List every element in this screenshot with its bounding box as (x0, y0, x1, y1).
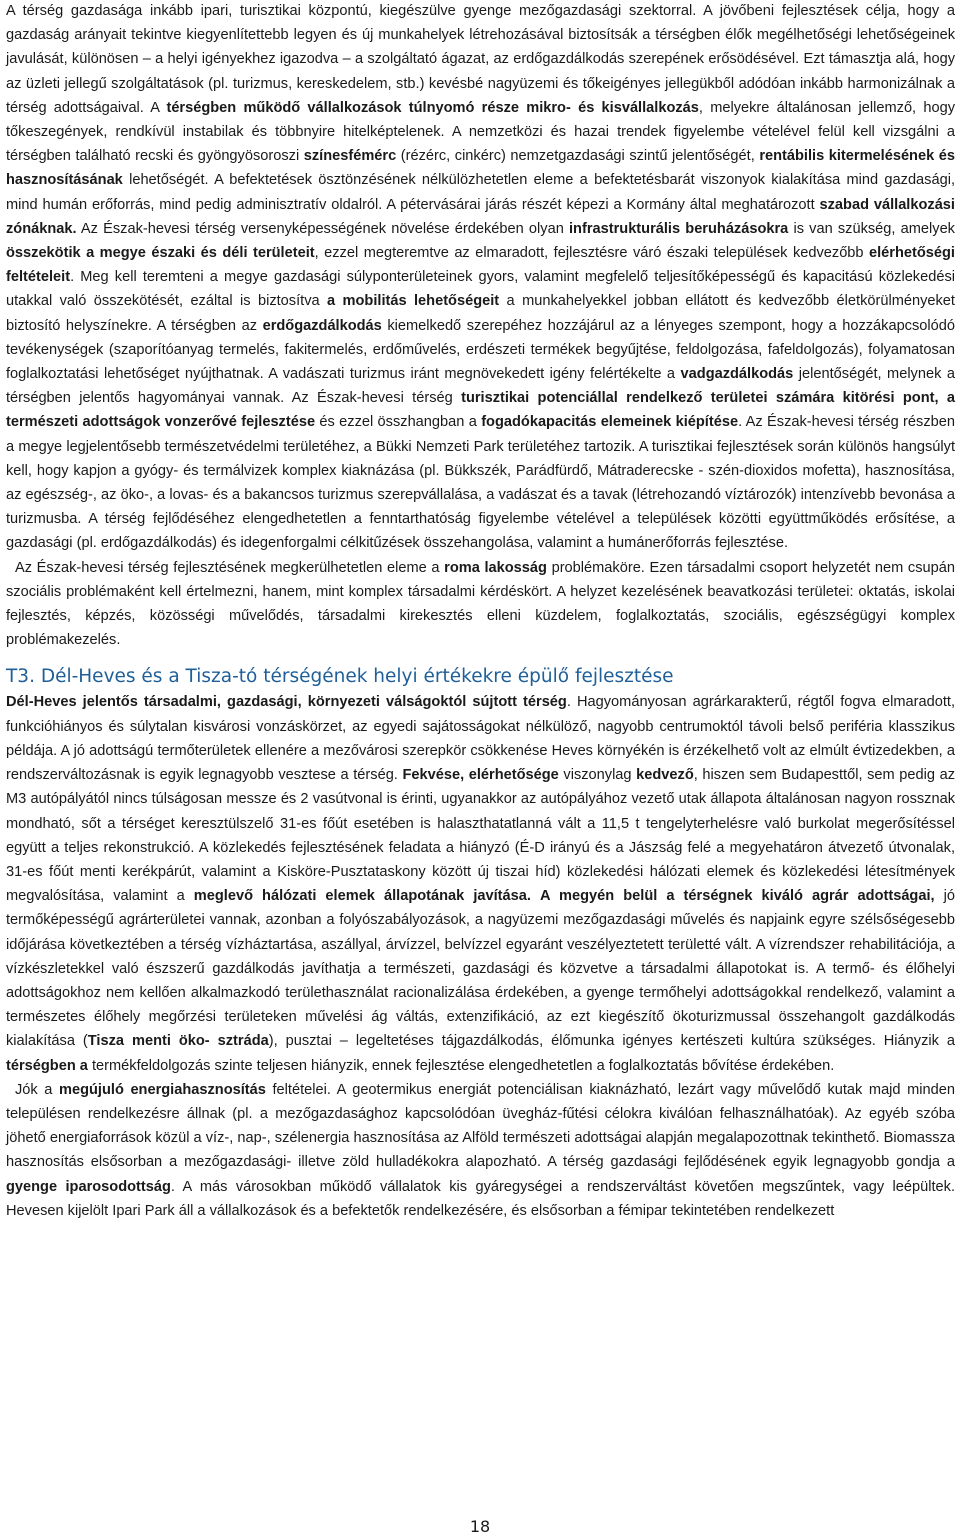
bold-text-run: fogadókapacitás elemeinek kiépítése (481, 414, 739, 431)
bold-text-run: Dél-Heves jelentős társadalmi, gazdasági, környezeti válságoktól sújtott térség (6, 694, 567, 711)
text-run: . Hagyományosan agrárkarakterű, régtől fogva elmaradott, funkcióhiányos és súlytalan kisvárosi vonzáskörzet, az egyedi sajátosságokat nélkülöző, nagyobb centrumoktól távoli belső periféria klasszikus példája. A jó adottságú termőterületek ellenére a mezővárosi szerepkör csökkenése Heves környékén is érzékelhető volt az elmúlt évtizedekben, a rendszerváltozásnak is egyik legnagyobb vesztese a térség. (6, 694, 955, 784)
text-run: , ezzel megteremtve az elmaradott, fejlesztésre váró északi települések kedvezőbb (314, 245, 870, 262)
paragraph-south-heves (6, 690, 955, 1077)
text-run: . A más városokban működő vállalatok kis gyáregységei a rendszerváltást követően megszűntek, vagy leépültek. Hevesen kijelölt Ipari Park áll a vállalkozások és a befektetők rendelkezésére, és elsősorban a fémipar tekintetében rendelkezett (6, 1178, 955, 1219)
text-run: feltételei. A geotermikus energiát potenciálisan kiaknázható, lezárt vagy művelődő kutak majd minden településen rendelkezésre állnak (pl. a mezőgazdasághoz kapcsolódóan üvegház-fűtési célokra kiválóan felhasználhatóak). Az egyéb szóba jöhető energiaforrások közül a víz-, nap-, szélenergia hasznosítása az Alföld természeti adottságai alapján megalapozottnak tekinthető. Biomassza hasznosítás elsősorban a mezőgazdasági- illetve zöld hulladékokra alapozható. A térség gazdasági fejlődésének egyik legnagyobb gondja a (6, 1081, 955, 1171)
page-number: 18 (469, 1517, 491, 1536)
text-run: viszonylag (558, 767, 637, 784)
text-run (531, 888, 540, 904)
bold-text-run: megújuló energiahasznosítás (59, 1081, 266, 1098)
bold-text-run: infrastrukturális beruházásokra (569, 220, 789, 237)
text-run: Jók a (15, 1081, 59, 1098)
text-run: (rézérc, cinkérc) nemzetgazdasági szintű jelentőségét, (396, 148, 760, 165)
text-run: a munkahelyekkel jobban ellátott és kedvezőbb életkörülményeket biztosító helyszínekre. A térségben az (6, 293, 955, 334)
paragraph-regional-economy (6, 0, 955, 556)
text-run: . Az Észak-hevesi térség részben a megye legjelentősebb természetvédelmi területéhez, a Bükki Nemzeti Park területéhez tartozik. A turisztikai fejlesztések során különös hangsúlyt kell, hogy kapjon a gyógy- és termálvizek komplex kiaknázása (pl. Bükkszék, Parádfürdő, Mátraderecske - szén-dioxidos mofetta), hasznosítása, az egészség-, az öko-, a lovas- és a bakancsos turizmus szerepvállalása, a vadászat és a tavak (létrehozandó víztározók) intenzívebb bevonása a turizmusba. A térség fejlődéséhez elengedhetetlen a fenntarthatóság figyelembe vételével a települések közötti együttműködés erősítése, a gazdasági (pl. erdőgazdálkodás) és idegenforgalmi célkitűzések összehangolása, valamint a humánerőforrás fejlesztése. (6, 414, 955, 552)
text-run: . Meg kell teremteni a megye gazdasági súlyponterületeinek gyors, valamint megfelelő teljesítőképességű és kapacitású közlekedési utakkal való összekötését, ezáltal is biztosítva (6, 269, 955, 310)
bold-text-run: színesfémérc (303, 148, 397, 165)
bold-text-run: elérhetőségi feltételeit (6, 245, 955, 286)
bold-text-run: kedvező (636, 767, 694, 784)
text-run: A térség gazdasága inkább ipari, turisztikai központú, kiegészülve gyenge mezőgazdasági szektorral. A jövőbeni fejlesztések célja, hogy a gazdaság arányait tekintve kiegyenlítettebb legyen és új munkahelyek létrehozásával biztosítsák a térségben élők megélhetőségi lehetőségeinek javulását, különösen – a helyi igényekhez igazodva – a szolgáltató ágazat, az erdőgazdálkodás szerepének erősödésével. Ezt támasztja alá, hogy az üzleti jellegű szolgáltatások (pl. turizmus, kereskedelem, stb.) kevésbé nagyüzemi és tőkeigényes jellegükből adódóan inkább harmonizálnak a térség adottságaival. A (6, 3, 955, 116)
bold-text-run: rentábilis kitermelésének és hasznosításának (6, 148, 955, 189)
bold-text-run: Tisza menti öko- sztráda (87, 1033, 269, 1050)
text-run: termékfeldolgozás szinte teljesen hiányzik, ennek fejlesztése elengedhetetlen a foglalkoztatás bővítése érdekében. (91, 1057, 835, 1074)
text-run: lehetőségét. A befektetések ösztönzésének nélkülözhetetlen eleme a befektetésbarát viszonyok kialakítása mind gazdasági, mind humán erőforrás, mind pedig adminisztratív oldalról. A pétervásárai járás részét képezi a Kormány által meghatározott (6, 172, 955, 213)
text-run: kiemelkedő szerepéhez hozzájárul az a lényeges szempont, hogy a hozzákapcsolódó tevékenységek (szaporítóanyag termelés, fakitermelés, erdőművelés, erdészeti termékek begyűjtése, feldolgozása, fafeldolgozás), folyamatosan foglalkoztatási lehetőséget nyújthatnak. A vadászati turizmus iránt megnövekedett igény felértékelte a (6, 317, 955, 383)
bold-text-run: térségben a (6, 1057, 92, 1074)
text-run: is van szükség, amelyek (788, 220, 955, 237)
text-run: jelentőségét, melynek a térségben jelentős hagyományai vannak. Az Észak-hevesi térség (6, 366, 955, 407)
paragraph-renewable-energy (6, 1078, 955, 1223)
bold-text-run: turisztikai potenciállal rendelkező területei számára kitörési pont, a természeti adottságok vonzerővé fejlesztése (6, 390, 955, 431)
bold-text-run: meglevő hálózati elemek állapotának javítása. (193, 888, 531, 905)
text-run: , melyekre általánosan jellemző, hogy tőkeszegények, rendkívül instabilak és többnyire hitelképtelenek. A nemzetközi és hazai trendek figyelembe vételével felül kell vizsgálni a térségben található recski és gyöngyösoroszi (6, 99, 955, 165)
bold-text-run: gyenge iparosodottság (6, 1178, 171, 1195)
text-run: jó termőképességű agrárterületei vannak, azonban a folyószabályozások, a nagyüzemi mezőgazdasági művelés és napjaink egyre szélsőségesebb időjárása következtében a térség vízháztartása, aszállyal, árvízzel, belvízzel egyaránt veszélyeztetett területté vált. A vízrendszer rehabilitációja, a vízkészletekkel való észszerű gazdálkodás javíthatja a természeti, gazdasági és közvetve a társadalmi állapotokat is. A termő- és élőhelyi adottságokhoz nem kellően alkalmazkodó területhasználat racionalizálása érdekében, a gyenge termőhelyi adottságokkal rendelkező, valamint a természetes élőhely megőrzési területeken művelési ág váltás, extenzifikáció, az ezt kiegészítő ökoturizmussal összehangolt gazdálkodás kialakítása ( (6, 888, 955, 1050)
bold-text-run: térségben működő vállalkozások túlnyomó része mikro- és kisvállalkozás (166, 99, 699, 116)
bold-text-run: A megyén belül a térségnek kiváló agrár adottságai, (540, 888, 935, 905)
text-run: Az Észak-hevesi térség fejlesztésének megkerülhetetlen eleme a (15, 559, 445, 576)
text-run: , hiszen sem Budapesttől, sem pedig az M3 autópályától nincs túlságosan messze és 2 vasútvonal is érinti, ugyanakkor az autópályához vezető utak állapota általánosan nagyon rossznak mondható, sőt a térséget keresztülszelő 31-es főút esetében is halaszthatatlanná vált a 11,5 t tengelyterhelésre való burkolat megerősítéssel együtt a teljes rekonstrukció. A közlekedés fejlesztésének feladata a hiányzó (É-D irányú és a Jászság felé a megyehatáron átvezető útvonalak, 31-es főút menti kerékpárút, valamint a Kisköre-Pusztataskony között új tiszai híd) közlekedési hálózati elemek és közlekedési létesítmények megvalósítása, valamint a (6, 767, 956, 905)
bold-text-run: vadgazdálkodás (680, 366, 794, 383)
section-heading-t3: T3. Dél-Heves és a Tisza-tó térségének helyi értékekre épülő fejlesztése (6, 666, 674, 688)
text-run: Az Észak-hevesi térség versenyképességének növelése érdekében olyan (76, 220, 569, 237)
bold-text-run: erdőgazdálkodás (262, 317, 382, 334)
bold-text-run: a mobilitás lehetőségeit (327, 293, 500, 310)
text-run: és ezzel összhangban a (315, 414, 482, 431)
text-run: problémaköre. Ezen társadalmi csoport helyzetét nem csupán szociális problémaként kell értelmezni, hanem, mint komplex társadalmi kérdéskört. A helyzet kezelésének beavatkozási területei: oktatás, iskolai fejlesztés, képzés, közösségi művelődés, társadalmi kirekesztés elleni küzdelem, foglalkoztatás, szociális, egészségügyi komplex problémakezelés. (6, 559, 955, 649)
bold-text-run: roma lakosság (444, 559, 547, 576)
document-page (6, 0, 955, 1223)
bold-text-run: szabad vállalkozási zónáknak. (6, 196, 955, 237)
bold-text-run: összekötik a megye északi és déli területeit (6, 245, 315, 262)
text-run: ), pusztai – legeltetéses tájgazdálkodás, élőmunka igényes kertészeti kultúra szükséges. Hiányzik a (268, 1033, 955, 1050)
bold-text-run: Fekvése, elérhetősége (402, 767, 559, 784)
paragraph-roma-population (6, 556, 955, 653)
